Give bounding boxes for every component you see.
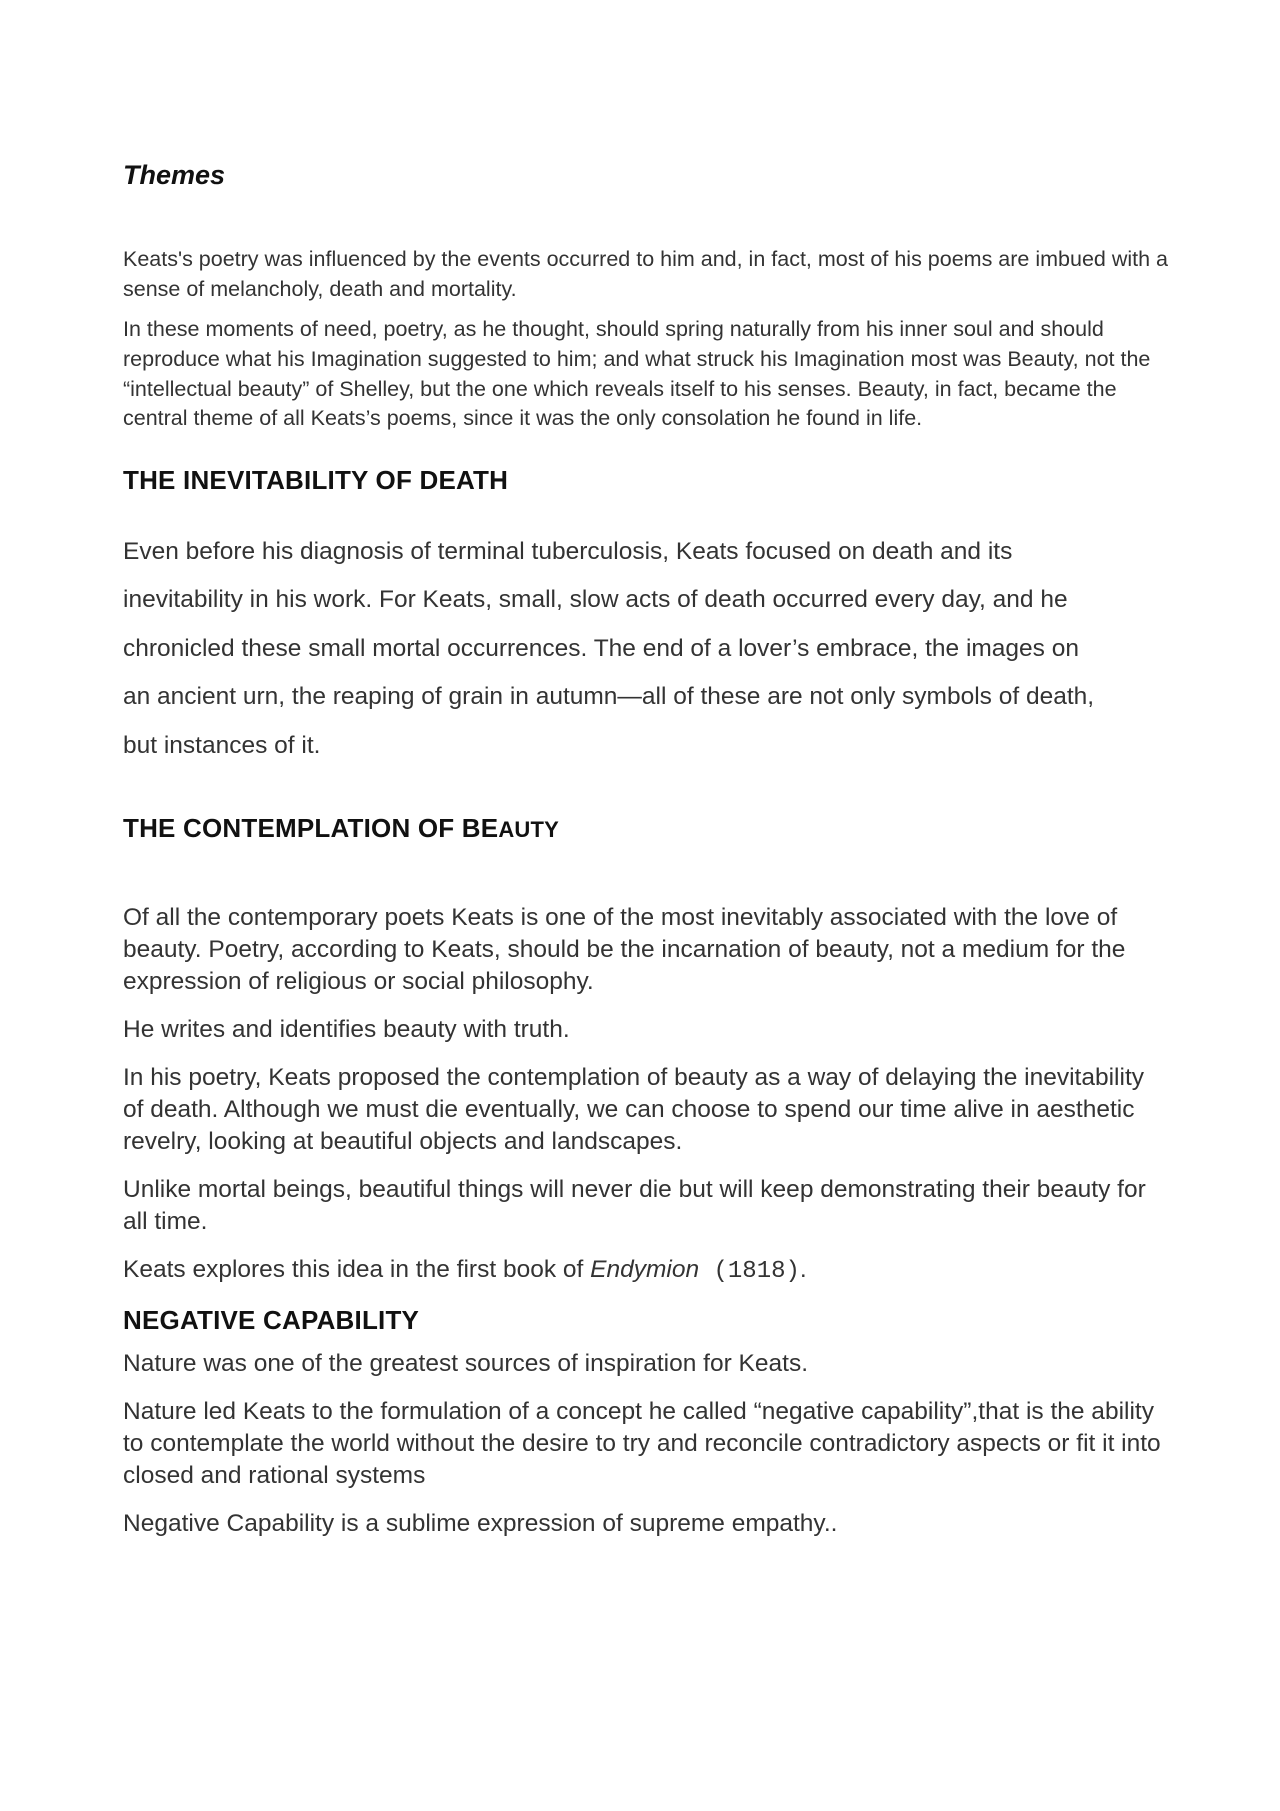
endymion-text-after: . <box>799 1256 807 1284</box>
death-line: inevitability in his work. For Keats, small, slow acts of death occurred every day, and he <box>123 586 1068 614</box>
negative-paragraph-2: Nature led Keats to the formulation of a concept he called “negative capability”,that is the ability to contemplate the world without the desire to try and reconcile contradictory aspects or fit it into closed and rational systems <box>123 1397 1161 1489</box>
death-paragraph <box>123 528 1168 771</box>
endymion-title: Endymion <box>590 1256 700 1284</box>
intro-paragraph-1: Keats's poetry was influenced by the events occurred to him and, in fact, most of his poems are imbued with a sense of melancholy, death and mortality. <box>123 247 1168 301</box>
heading-inevitability-of-death: THE INEVITABILITY OF DEATH <box>123 465 509 496</box>
death-line: chronicled these small mortal occurrences. The end of a lover’s embrace, the images on <box>123 634 1079 662</box>
beauty-paragraph-3: In his poetry, Keats proposed the contemplation of beauty as a way of delaying the inevitability of death. Although we must die eventually, we can choose to spend our time alive in aesthetic revelry, looking at beautiful objects and landscapes. <box>123 1064 1144 1156</box>
beauty-paragraph-1: Of all the contemporary poets Keats is one of the most inevitably associated with the love of beauty. Poetry, according to Keats, should be the incarnation of beauty, not a medium for the expression of religious or social philosophy. <box>123 904 1126 996</box>
heading-negative-capability: NEGATIVE CAPABILITY <box>123 1305 420 1336</box>
heading-contemplation-of-beauty <box>123 812 1168 846</box>
death-line: Even before his diagnosis of terminal tuberculosis, Keats focused on death and its <box>123 537 1013 565</box>
page-title: Themes <box>123 160 226 190</box>
heading-beauty-tail: AUTY <box>498 817 560 843</box>
negative-paragraph-1: Nature was one of the greatest sources of inspiration for Keats. <box>123 1349 809 1377</box>
beauty-paragraph-5 <box>123 1254 1168 1288</box>
heading-beauty-main: THE CONTEMPLATION OF BE <box>123 813 499 844</box>
beauty-paragraph-2: He writes and identifies beauty with truth. <box>123 1016 570 1044</box>
endymion-text-before: Keats explores this idea in the first book of <box>123 1256 591 1284</box>
beauty-paragraph-4: Unlike mortal beings, beautiful things will never die but will keep demonstrating their beauty for all time. <box>123 1176 1146 1236</box>
intro-paragraph-2: In these moments of need, poetry, as he thought, should spring naturally from his inner soul and should reproduce what his Imagination suggested to him; and what struck his Imagination most was Beauty, not the “intellectual beauty” of Shelley, but the one which reveals itself to his senses. Beauty, in fact, became the central theme of all Keats’s poems, since it was the only consolation he found in life. <box>123 317 1151 431</box>
death-line: but instances of it. <box>123 731 321 759</box>
death-line: an ancient urn, the reaping of grain in autumn—all of these are not only symbols of death, <box>123 683 1095 711</box>
negative-paragraph-3: Negative Capability is a sublime expression of supreme empathy.. <box>123 1509 838 1537</box>
document-content <box>123 158 1168 1556</box>
endymion-year: (1818) <box>699 1258 800 1286</box>
